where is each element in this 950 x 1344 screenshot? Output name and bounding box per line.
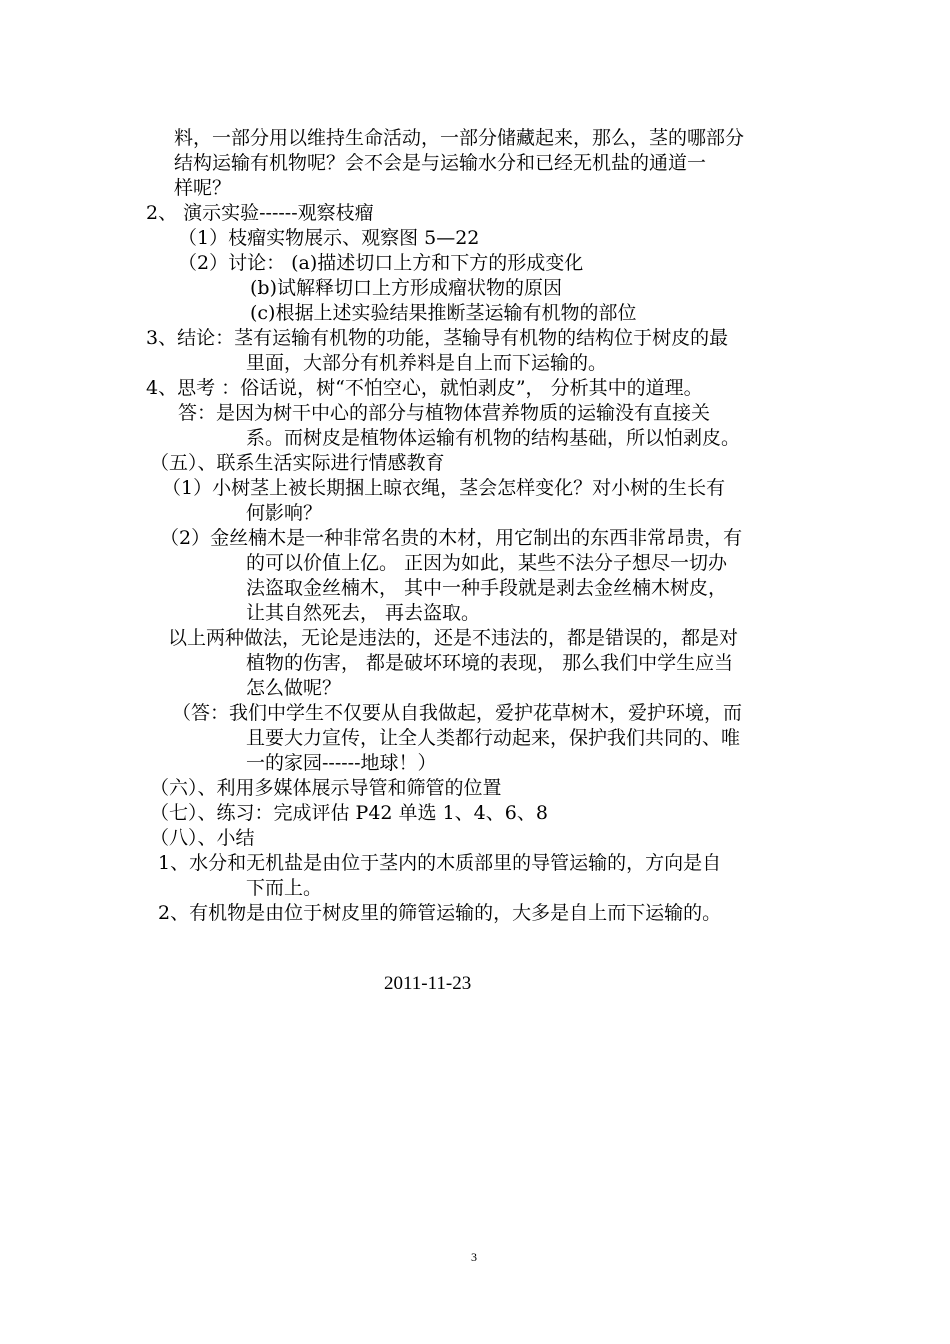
text-line: 植物的伤害， 都是破坏环境的表现， 那么我们中学生应当 [246, 652, 734, 674]
text-line: 4、思考 ：俗话说，树“不怕空心，就怕剥皮”， 分析其中的道理。 [146, 377, 703, 399]
text-line: （六）、利用多媒体展示导管和筛管的位置 [150, 777, 502, 799]
text-line: （1）小树茎上被长期捆上晾衣绳，茎会怎样变化？对小树的生长有 [162, 477, 726, 499]
text-line: 2、有机物是由位于树皮里的筛管运输的，大多是自上而下运输的。 [158, 902, 722, 924]
text-line: 3、结论：茎有运输有机物的功能，茎输导有机物的结构位于树皮的最 [146, 327, 729, 349]
text-line: 让其自然死去， 再去盗取。 [246, 602, 481, 624]
text-line: 的可以价值上亿。 正因为如此，某些不法分子想尽一切办 [246, 552, 728, 574]
text-line: 下而上。 [246, 877, 323, 899]
text-line: (b)试解释切口上方形成瘤状物的原因 [250, 277, 562, 299]
page-number: 3 [471, 1250, 477, 1264]
text-line: (c)根据上述实验结果推断茎运输有机物的部位 [250, 302, 637, 324]
text-line: （五）、联系生活实际进行情感教育 [150, 452, 445, 474]
text-line: （1）枝瘤实物展示、观察图 5—22 [178, 227, 480, 249]
text-line: 且要大力宣传，让全人类都行动起来，保护我们共同的、唯 [246, 727, 741, 749]
text-line: 以上两种做法，无论是违法的，还是不违法的，都是错误的，都是对 [168, 627, 739, 649]
text-line: 系。而树皮是植物体运输有机物的结构基础，所以怕剥皮。 [246, 427, 741, 449]
text-line: 怎么做呢？ [246, 677, 342, 699]
text-line: 1、水分和无机盐是由位于茎内的木质部里的导管运输的，方向是自 [158, 852, 722, 874]
text-line: 一的家园------地球！） [246, 752, 437, 774]
text-line: 里面，大部分有机养料是自上而下运输的。 [246, 352, 608, 374]
text-line: 答：是因为树干中心的部分与植物体营养物质的运输没有直接关 [178, 402, 711, 424]
text-line: 何影响？ [246, 502, 323, 524]
text-line: 法盗取金丝楠木， 其中一种手段就是剥去金丝楠木树皮， [246, 577, 728, 599]
text-line: 2、 演示实验------观察枝瘤 [146, 202, 374, 224]
text-line: 样呢？ [174, 177, 232, 199]
text-line: （2）讨论： (a)描述切口上方和下方的形成变化 [178, 252, 584, 274]
text-line: （七）、练习：完成评估 P42 单选 1、4、6、8 [150, 802, 548, 824]
text-line: 结构运输有机物呢？会不会是与运输水分和已经无机盐的通道一 [174, 152, 707, 174]
text-line: （八）、小结 [150, 827, 255, 849]
text-line: （2）金丝楠木是一种非常名贵的木材，用它制出的东西非常昂贵，有 [160, 527, 743, 549]
text-line: 料，一部分用以维持生命活动，一部分储藏起来，那么，茎的哪部分 [174, 127, 745, 149]
text-line: （答：我们中学生不仅要从自我做起，爱护花草树木，爱护环境，而 [172, 702, 743, 724]
document-date: 2011-11-23 [384, 973, 472, 994]
